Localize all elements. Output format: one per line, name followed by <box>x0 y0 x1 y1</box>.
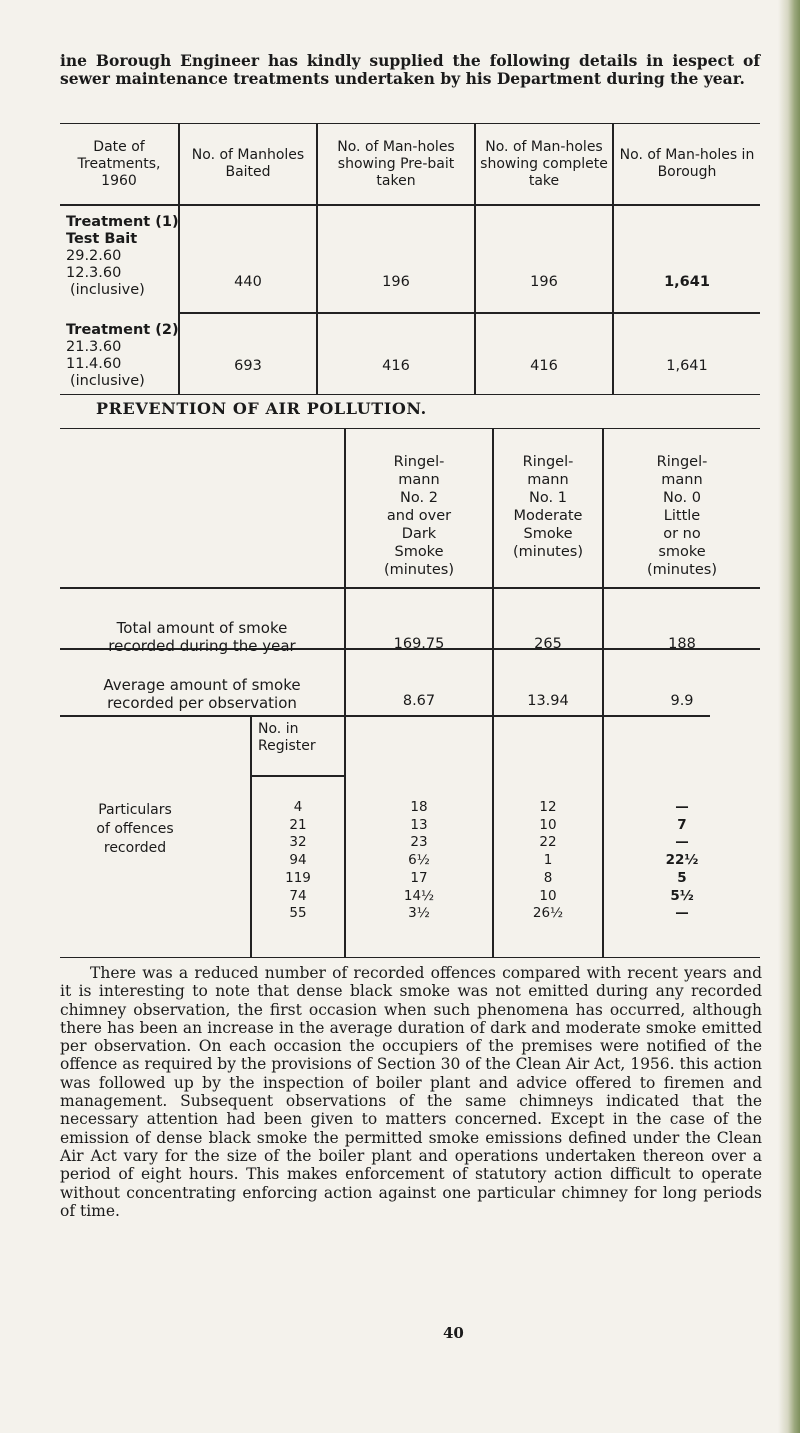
page-number: 40 <box>443 1324 464 1342</box>
offence-value: 12 <box>539 799 557 815</box>
offences-ringelmann-1-column <box>494 799 602 923</box>
treatment-title: Treatment (2) <box>66 322 179 338</box>
divider <box>60 715 710 717</box>
offence-value: 1 <box>543 852 553 869</box>
offences-ringelmann-0-column <box>604 799 760 923</box>
register-value: 74 <box>289 887 307 904</box>
offence-value: 13 <box>410 816 428 833</box>
register-value: 55 <box>289 905 307 922</box>
offence-value: 18 <box>410 799 428 815</box>
offence-value: 5½ <box>670 887 694 904</box>
register-value: 94 <box>289 852 307 869</box>
offence-value: — <box>675 834 689 851</box>
page-edge-shadow <box>778 0 800 1433</box>
total-ringelmann-0: 188 <box>668 636 696 652</box>
header-prebait: No. of Man-holes showing Pre-bait taken <box>337 138 455 189</box>
divider <box>60 587 760 589</box>
body-paragraph: There was a reduced number of recorded offences compared with recent years and it is interesting to note that dense black smoke was not emitted during any recorded chimney observation, the first occasion when such phenomena has occurred, although there has been an increase in the average duration of dark and moderate smoke emitted per observation. On each occasion the occupiers of the premises were notified of the offence as required by the provisions of Section 30 of the Clean Air Act, 1956. this action was followed up by the inspection of boiler plant and advice offered to firemen and management. Subsequent observations of the same chimneys indicated that the necessary attention had been given to matters concerned. Except in the case of the emission of dense black smoke the permitted smoke emissions defined under the Clean Air Act vary for the size of the boiler plant and operations undertaken thereon over a period of eight hours. This makes enforcement of statutory action difficult to operate without concentrating enforcing action against one particular chimney for long periods of time. <box>60 964 762 1220</box>
treatment-2-prebait: 416 <box>382 358 410 374</box>
treatment-2-baited: 693 <box>234 358 262 374</box>
offence-value: 14½ <box>403 887 435 904</box>
divider <box>178 312 760 314</box>
divider <box>60 204 760 206</box>
offence-value: 23 <box>410 834 428 851</box>
register-column <box>252 799 344 923</box>
offence-value: 3½ <box>408 905 430 922</box>
average-ringelmann-1: 13.94 <box>527 693 569 709</box>
header-ringelmann-2: Ringel- mann No. 2 and over Dark Smoke (minutes) <box>383 454 454 578</box>
divider <box>250 775 344 777</box>
average-smoke-label: Average amount of smoke recorded per observation <box>103 676 301 712</box>
header-complete: No. of Man-holes showing complete take <box>480 138 608 189</box>
treatment-note: (inclusive) <box>70 282 145 298</box>
treatment-1-prebait: 196 <box>382 274 410 290</box>
header-ringelmann-1: Ringel- mann No. 1 Moderate Smoke (minutes) <box>512 454 583 560</box>
header-baited: No. of Manholes Baited <box>191 147 305 180</box>
treatment-1-complete: 196 <box>530 274 558 290</box>
treatment-date-from: 29.2.60 <box>66 248 122 264</box>
treatment-1-borough: 1,641 <box>664 274 710 290</box>
treatment-date-to: 12.3.60 <box>66 265 122 281</box>
pollution-table <box>60 428 760 958</box>
register-value: 4 <box>293 799 303 815</box>
treatment-note: (inclusive) <box>70 373 145 389</box>
treatment-2-label <box>66 322 179 390</box>
treatments-table <box>60 123 760 395</box>
register-value: 32 <box>289 834 307 851</box>
offence-value: — <box>675 905 689 922</box>
section-title: PREVENTION OF AIR POLLUTION. <box>96 399 427 418</box>
offence-value: 17 <box>410 869 428 886</box>
offence-value: 5 <box>677 869 687 886</box>
offence-value: 10 <box>539 887 557 904</box>
treatment-subtitle: Test Bait <box>66 231 138 247</box>
total-smoke-label: Total amount of smoke recorded during the year <box>108 619 296 655</box>
treatment-2-complete: 416 <box>530 358 558 374</box>
register-header: No. in Register <box>258 721 316 754</box>
average-ringelmann-0: 9.9 <box>670 693 694 709</box>
total-ringelmann-1: 265 <box>534 636 562 652</box>
offence-value: 7 <box>677 816 687 833</box>
offences-ringelmann-2-column <box>346 799 492 923</box>
treatment-date-to: 11.4.60 <box>66 356 122 372</box>
treatment-1-label <box>66 214 179 299</box>
offence-value: 6½ <box>408 852 430 869</box>
treatment-1-baited: 440 <box>234 274 262 290</box>
offence-value: — <box>675 799 689 815</box>
particulars-label: Particulars of offences recorded <box>96 802 174 856</box>
offence-value: 10 <box>539 816 557 833</box>
offence-value: 26½ <box>532 905 564 922</box>
average-ringelmann-2: 8.67 <box>402 693 436 709</box>
register-value: 119 <box>285 869 311 886</box>
intro-paragraph: ine Borough Engineer has kindly supplied the following details in iespect of sewer maintenance treatments undertaken by his Department during the year. <box>60 51 760 88</box>
treatment-title: Treatment (1) <box>66 214 179 230</box>
header-date: Date of Treatments, 1960 <box>77 138 161 189</box>
treatment-2-borough: 1,641 <box>666 358 708 374</box>
treatment-date-from: 21.3.60 <box>66 339 122 355</box>
offence-value: 22 <box>539 834 557 851</box>
offence-value: 22½ <box>665 852 699 869</box>
offence-value: 8 <box>543 869 553 886</box>
register-value: 21 <box>289 816 307 833</box>
total-ringelmann-2: 169.75 <box>393 636 445 652</box>
header-ringelmann-0: Ringel- mann No. 0 Little or no smoke (minutes) <box>646 454 717 578</box>
header-borough: No. of Man-holes in Borough <box>619 147 755 180</box>
